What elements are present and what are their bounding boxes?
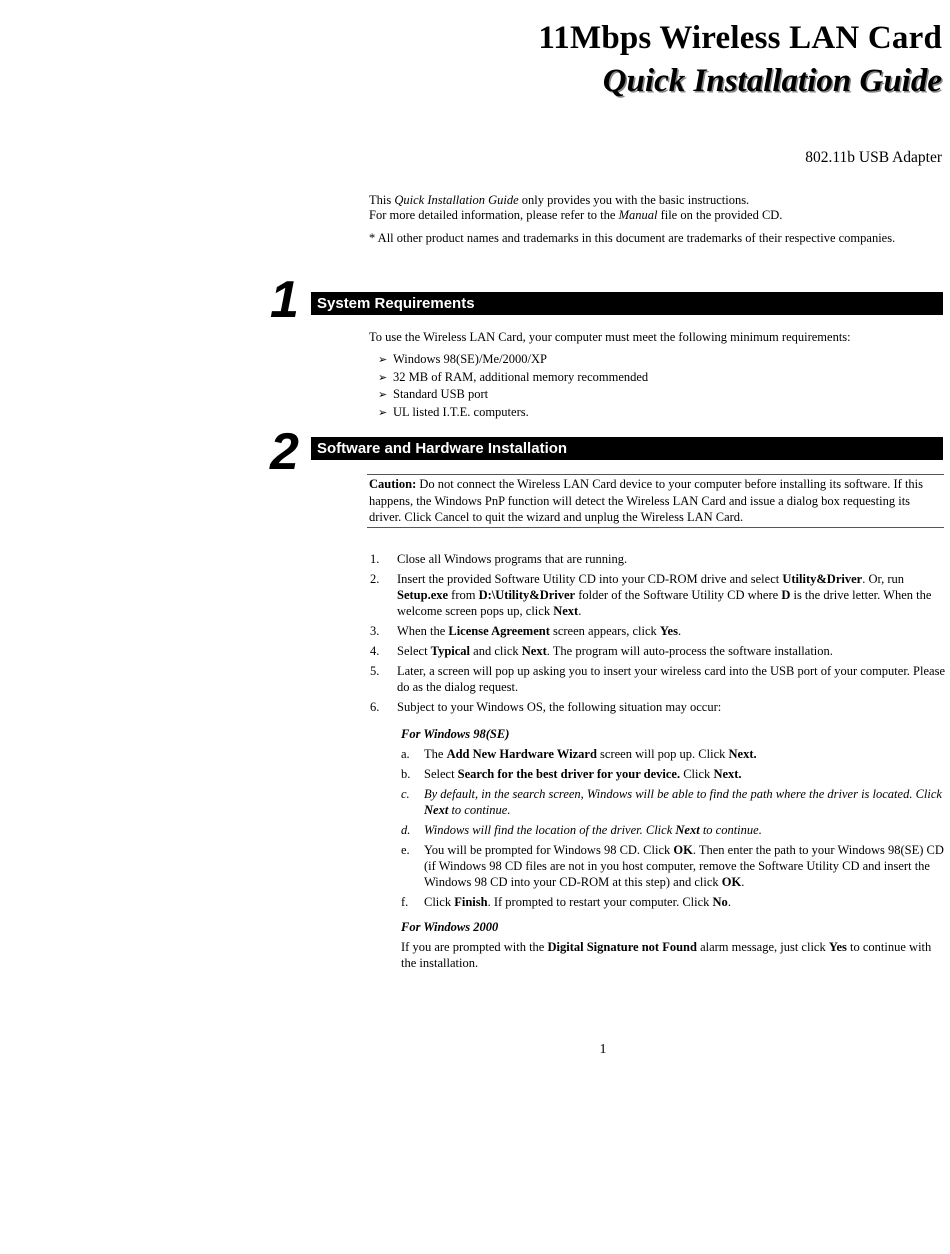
substep-d: d. Windows will find the location of the driver. Click Next to continue.: [401, 823, 762, 837]
requirements-list: [378, 351, 648, 421]
substep-c: c. By default, in the search screen, Windows will be able to find the path where the driver is located. Click Next to continue.: [401, 787, 942, 817]
section-2-title-bar: Software and Hardware Installation: [311, 437, 943, 460]
section-1-title-bar: System Requirements: [311, 292, 943, 315]
arrow-bullet-icon: ➢: [378, 353, 388, 366]
product-model: 802.11b USB Adapter: [805, 149, 942, 166]
step-2: 2. Insert the provided Software Utility CD into your CD-ROM drive and select Utility&Driver. Or, run Setup.exe from D:\Utility&Driver folder of the Software Utility CD where D is the drive letter. When the welcome screen pops up, click Next.: [370, 572, 932, 618]
os-specific-steps: [401, 726, 945, 971]
step-5: 5. Later, a screen will pop up asking you to insert your wireless card into the USB port of your computer. Please do as the dialog request.: [370, 664, 945, 694]
document-title: 11Mbps Wireless LAN Card: [538, 20, 942, 56]
intro-line-1: This Quick Installation Guide only provides you with the basic instructions.: [369, 193, 750, 207]
section-2-number: 2: [270, 423, 299, 481]
step-1: 1. Close all Windows programs that are running.: [370, 552, 628, 566]
list-item: ➢ Windows 98(SE)/Me/2000/XP: [378, 352, 548, 366]
substep-b: b. Select Search for the best driver for your device. Click Next.: [401, 767, 742, 781]
step-3: 3. When the License Agreement screen appears, click Yes.: [370, 624, 682, 638]
windows-98-heading: For Windows 98(SE): [401, 727, 510, 741]
step-4: 4. Select Typical and click Next. The program will auto-process the software installation.: [370, 644, 833, 658]
intro-line-2: For more detailed information, please refer to the Manual file on the provided CD.: [369, 208, 783, 222]
document-subtitle: Quick Installation Guide: [602, 63, 942, 99]
trademark-note: * All other product names and trademarks in this document are trademarks of their respective companies.: [369, 231, 896, 245]
page-number: 1: [599, 1042, 607, 1057]
installation-steps: [370, 551, 945, 719]
list-item: ➢ UL listed I.T.E. computers.: [378, 404, 529, 419]
intro-block: [369, 193, 944, 246]
substep-f: f. Click Finish. If prompted to restart your computer. Click No.: [401, 895, 731, 909]
section-1-number: 1: [270, 271, 299, 329]
list-item: ➢ 32 MB of RAM, additional memory recommended: [378, 369, 649, 384]
list-item: ➢ Standard USB port: [378, 387, 489, 401]
arrow-bullet-icon: ➢: [378, 370, 388, 384]
windows-2000-heading: For Windows 2000: [401, 920, 499, 934]
step-6: 6. Subject to your Windows OS, the following situation may occur:: [370, 700, 722, 714]
arrow-bullet-icon: ➢: [378, 405, 388, 419]
caution-label: Caution:: [369, 477, 417, 491]
caution-text: Do not connect the Wireless LAN Card device to your computer before installing its software. If this happens, the Windows PnP function will detect the Wireless LAN Card and issue a dialog box requesting its driver. Click Cancel to quit the wizard and unplug the Wireless LAN Card.: [369, 477, 924, 524]
caution-box: [367, 474, 944, 528]
substep-e: e. You will be prompted for Windows 98 CD. Click OK. Then enter the path to your Windows 98(SE) CD (if Windows 98 CD files are not in you host computer, remove the Software Utility CD and insert the Windows 98 CD into your CD-ROM at this step) and click OK.: [401, 843, 944, 889]
windows-2000-text: If you are prompted with the Digital Signature not Found alarm message, just click Yes to continue with the installation.: [401, 940, 932, 970]
arrow-bullet-icon: ➢: [378, 388, 388, 401]
requirements-intro: To use the Wireless LAN Card, your computer must meet the following minimum requirements:: [369, 330, 851, 344]
substep-a: a. The Add New Hardware Wizard screen will pop up. Click Next.: [401, 747, 757, 761]
